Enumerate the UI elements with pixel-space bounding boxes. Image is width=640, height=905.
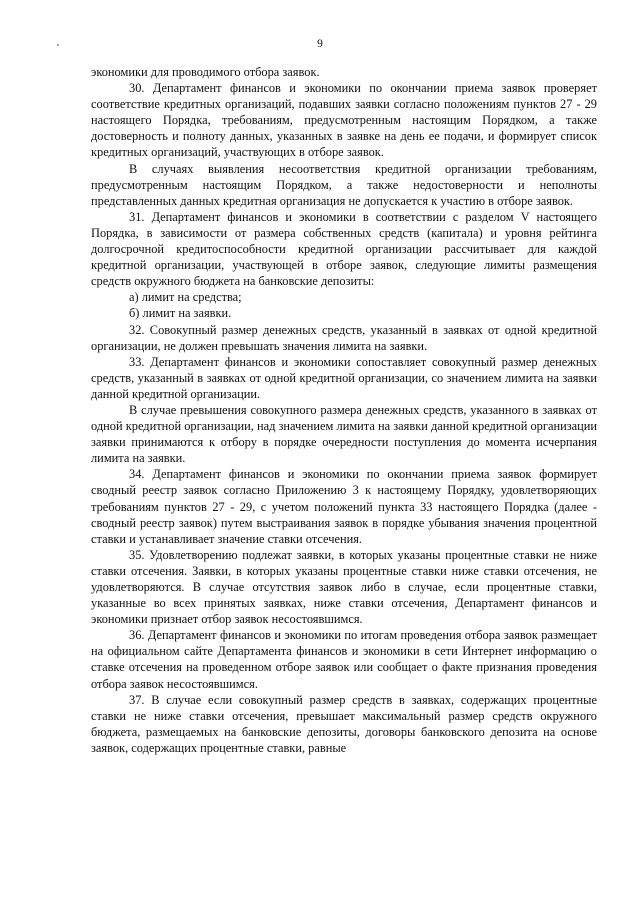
paragraph-36: 36. Департамент финансов и экономики по итогам проведения отбора заявок размещает на официальном сайте Департамента финансов и экономики в сети Интернет информацию о ставке отсечения на проведенном отборе заявок или сообщает о факте признания проведения отбора заявок несостоявшимся. (91, 628, 597, 691)
paragraph-35: 35. Удовлетворению подлежат заявки, в которых указаны процентные ставки не ниже ставки отсечения. Заявки, в которых указаны процентные ставки ниже ставки отсечения, не удовлетворяются. В случае отсутствия заявок либо в случае, если процентные ставки, указанные во всех принятых заявках, ниже ставки отсечения, Департамент финансов и экономики признает отбор заявок несостоявшимся. (91, 547, 597, 627)
paragraph-continuation: экономики для проводимого отбора заявок. (91, 65, 320, 79)
page-number: 9 (317, 38, 323, 50)
paragraph-30-note: В случаях выявления несоответствия кредитной организации требованиям, предусмотренным настоящим Порядком, а также недостоверности и неполноты представленных данных кредитная организация не допускается к участию в отборе заявок. (91, 161, 597, 208)
paragraph-33-note: В случае превышения совокупного размера денежных средств, указанного в заявках от одной кредитной организации, над значением лимита на заявки данной кредитной организации заявки принимаются к отбору в порядке очередности поступления до момента исчерпания лимита на заявки. (91, 402, 597, 466)
paragraph-30: 30. Департамент финансов и экономики по окончании приема заявок проверяет соответствие кредитных организаций, подавших заявки согласно положениям пунктов 27 - 29 настоящего Порядка, требованиям, предусмотренным настоящим Порядком, а также достоверность и полноту данных, указанных в заявке на день ее подачи, и формирует список кредитных организаций, участвующих в отборе заявок. (91, 81, 597, 160)
paragraph-32: 32. Совокупный размер денежных средств, указанный в заявках от одной кредитной организации, не должен превышать значения лимита на заявки. (91, 322, 597, 353)
paragraph-37: 37. В случае если совокупный размер средств в заявках, содержащих процентные ставки не ниже ставки отсечения, превышает максимальный размер средств окружного бюджета, размещаемых на банковские депозиты, договоры банковского депозита на основе заявок, содержащих процентные ставки, равные (91, 692, 597, 755)
paragraph-33: 33. Департамент финансов и экономики сопоставляет совокупный размер денежных средств, указанный в заявках от одной кредитной организации, со значением лимита на заявки данной кредитной организации. (91, 354, 597, 401)
list-item-b: б) лимит на заявки. (129, 306, 232, 321)
list-item-a: а) лимит на средства; (129, 290, 242, 305)
document-body (91, 64, 597, 756)
paragraph-34: 34. Департамент финансов и экономики по окончании приема заявок формирует сводный реестр заявок согласно Приложению 3 к настоящему Порядку, удовлетворяющих требованиям пунктов 27 - 29, с учетом положений пункта 33 настоящего Порядка (далее - сводный реестр заявок) путем выстраивания заявок в порядке убывания значения процентной ставки и устанавливает значение ставки отсечения. (91, 467, 597, 546)
paragraph-31: 31. Департамент финансов и экономики в соответствии с разделом V настоящего Порядка, в зависимости от размера собственных средств (капитала) и уровня рейтинга долгосрочной кредитоспособности кредитной организации рассчитывает для каждой кредитной организации, участвующей в отборе заявок, следующие лимиты размещения средств окружного бюджета на банковские депозиты: (91, 209, 597, 289)
